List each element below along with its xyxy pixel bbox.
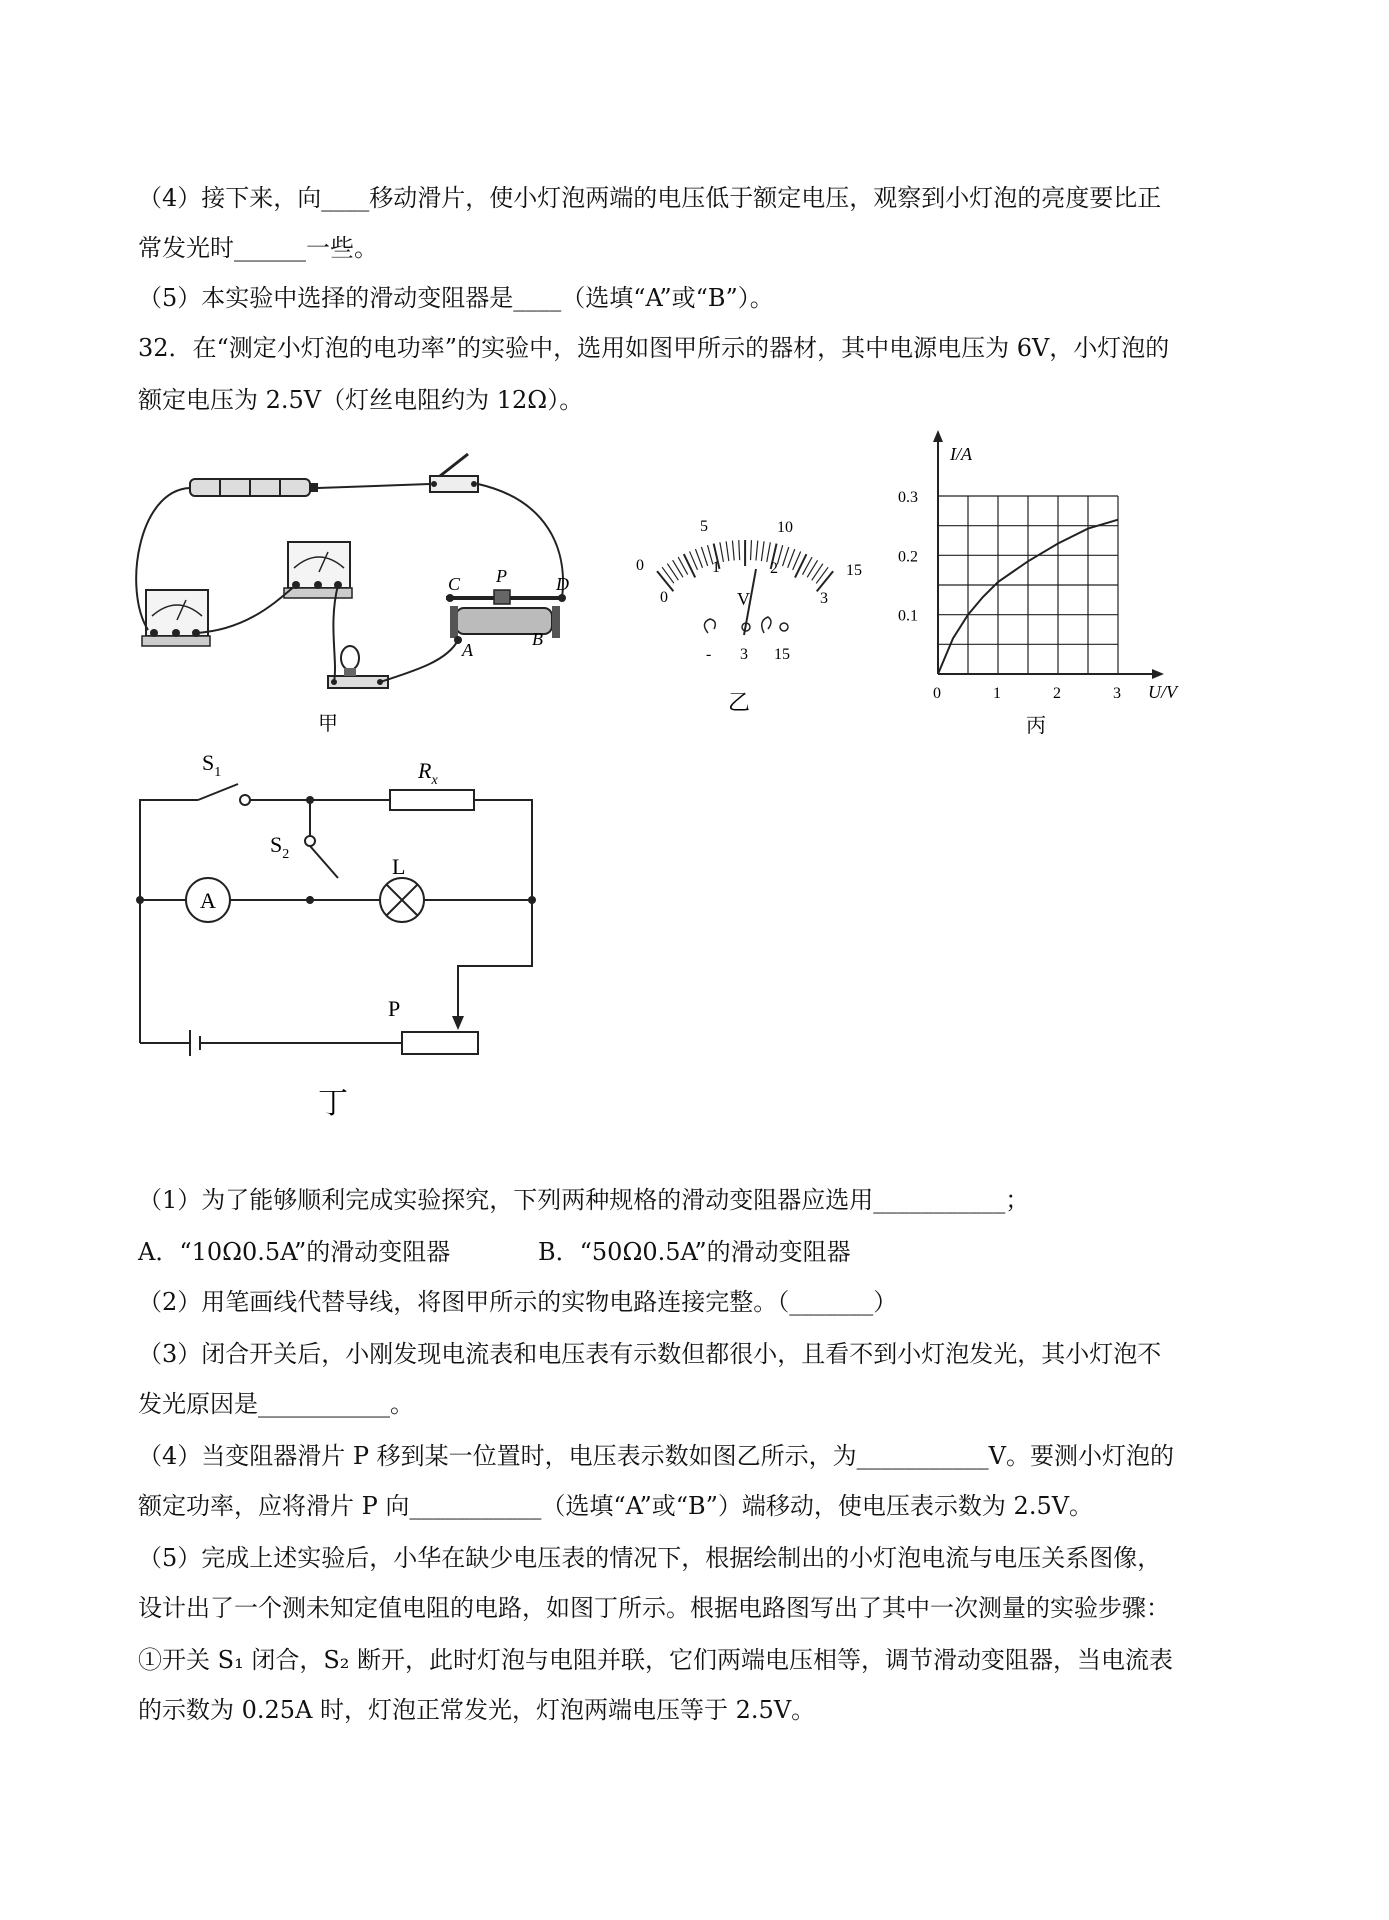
- dial-tick: [695, 549, 702, 568]
- dial-tick: [701, 547, 707, 566]
- problem-32-line-1: 32．在“测定小灯泡的电功率”的实验中，选用如图甲所示的器材，其中电源电压为 6V，小灯泡的: [138, 334, 1170, 362]
- sub3-line-2: 发光原因是___________。: [138, 1390, 414, 1418]
- dial-bottom-3: 3: [820, 590, 828, 607]
- terminal-3: 3: [740, 646, 748, 663]
- figure-jia-circuit: [128, 440, 608, 740]
- dial-tick: [720, 542, 724, 562]
- dial-ticks: [657, 540, 833, 591]
- dial-tick: [777, 545, 782, 564]
- dial-top-0: 0: [636, 557, 644, 574]
- s2-label: $S_2$: [270, 832, 290, 862]
- x-axis-arrow: [1152, 669, 1164, 679]
- battery-pack: [190, 479, 318, 496]
- dial-top-5: 5: [700, 518, 708, 535]
- bulb-device: [328, 646, 388, 688]
- ammeter-label: A: [200, 888, 216, 913]
- rheostat-label-p: P: [496, 566, 507, 586]
- dial-tick: [684, 554, 695, 577]
- dial-tick: [788, 549, 795, 568]
- sub1-line: （1）为了能够顺利完成实验探究，下列两种规格的滑动变阻器应选用___________；: [138, 1186, 1030, 1214]
- rx-label: $R_x$: [418, 758, 438, 788]
- problem-32-line-2: 额定电压为 2.5V（灯丝电阻约为 12Ω）。: [138, 386, 584, 414]
- s2-contact: [305, 836, 315, 846]
- dial-tick: [732, 541, 734, 561]
- terminal-neg: -: [706, 646, 712, 663]
- q4-line-2: 常发光时______一些。: [138, 234, 378, 262]
- dial-tick: [795, 554, 806, 577]
- lamp-label: L: [392, 854, 406, 879]
- sub4-line-1: （4）当变阻器滑片 P 移到某一位置时，电压表示数如图乙所示，为___________V。要测小灯泡的: [138, 1442, 1175, 1470]
- dial-top-15: 15: [846, 562, 862, 579]
- sub5-line-3: ①开关 S₁ 闭合，S₂ 断开，此时灯泡与电阻并联，它们两端电压相等，调节滑动变阻器，当电流表: [138, 1646, 1174, 1674]
- sub2-line: （2）用笔画线代替导线，将图甲所示的实物电路连接完整。（_______）: [138, 1288, 898, 1316]
- option-b: B．“50Ω0.5A”的滑动变阻器: [538, 1238, 851, 1266]
- figure-bing-caption: 丙: [1026, 715, 1046, 737]
- voltmeter-device: [284, 542, 352, 598]
- y-tick-label: 0.2: [898, 548, 918, 566]
- y-axis-label: I/A: [950, 444, 972, 464]
- rheostat-label-c: C: [448, 574, 461, 594]
- x-tick-label: 1: [993, 685, 1001, 702]
- rheostat-label-b: B: [532, 629, 543, 649]
- q4-line-1: （4）接下来，向____移动滑片，使小灯泡两端的电压低于额定电压，观察到小灯泡的亮度要比正: [138, 184, 1162, 212]
- s1-label: $S_1$: [202, 750, 222, 780]
- y-tick-label: 0.1: [898, 607, 918, 625]
- ammeter-device: [142, 590, 210, 646]
- q5-line: （5）本实验中选择的滑动变阻器是____（选填“A”或“B”）。: [138, 284, 774, 312]
- junction-top: [306, 796, 314, 804]
- junction-left: [136, 896, 144, 904]
- dial-tick: [817, 571, 833, 591]
- x-tick-label: 0: [933, 685, 941, 702]
- dial-tick: [761, 541, 764, 561]
- chart-grid: [938, 496, 1118, 674]
- sub5-line-4: 的示数为 0.25A 时，灯泡正常发光，灯泡两端电压等于 2.5V。: [138, 1696, 816, 1724]
- figure-bing-iu-chart: [880, 430, 1200, 740]
- knife-switch: [430, 454, 478, 492]
- slider-arrow: [452, 1016, 464, 1030]
- dial-tick: [751, 540, 752, 560]
- rheostat-label-d: D: [556, 574, 569, 594]
- dial-tick: [726, 541, 729, 561]
- y-tick-label: 0.3: [898, 489, 918, 506]
- dial-tick: [756, 541, 758, 561]
- sub5-line-1: （5）完成上述实验后，小华在缺少电压表的情况下，根据绘制出的小灯泡电流与电压关系图像，: [138, 1544, 1162, 1572]
- x-tick-label: 3: [1113, 685, 1121, 702]
- dial-bottom-1: 1: [712, 559, 720, 576]
- dial-unit: V: [737, 589, 750, 609]
- dial-bottom-0: 0: [660, 589, 668, 606]
- dial-tick: [739, 540, 740, 560]
- figure-ding-schematic: [120, 748, 560, 1118]
- sub3-line-1: （3）闭合开关后，小刚发现电流表和电压表有示数但都很小，且看不到小灯泡发光，其小灯泡不: [138, 1340, 1162, 1368]
- x-axis-label: U/V: [1148, 682, 1177, 702]
- figure-ding-caption: 丁: [318, 1087, 348, 1118]
- rheostat-device: [446, 590, 566, 644]
- figure-yi-caption: 乙: [728, 690, 751, 715]
- schematic-wires: [140, 784, 532, 1056]
- s1-contact: [240, 795, 250, 805]
- junction-mid: [306, 896, 314, 904]
- figure-jia-caption: 甲: [318, 713, 338, 735]
- sub4-line-2: 额定功率，应将滑片 P 向___________（选填“A”或“B”）端移动，使电压表示数为 2.5V。: [138, 1492, 1094, 1520]
- terminal-15: 15: [774, 646, 790, 663]
- figure-yi-voltmeter: [620, 505, 870, 720]
- dial-bottom-2: 2: [770, 560, 778, 577]
- x-tick-label: 2: [1053, 685, 1061, 702]
- rheostat-label-a: A: [462, 640, 473, 660]
- junction-right: [528, 896, 536, 904]
- slider-label: P: [388, 996, 401, 1021]
- option-a: A．“10Ω0.5A”的滑动变阻器: [138, 1238, 451, 1266]
- dial-tick: [783, 547, 789, 566]
- dial-top-10: 10: [777, 519, 793, 536]
- sub5-line-2: 设计出了一个测未知定值电阻的电路，如图丁所示。根据电路图写出了其中一次测量的实验步骤：: [138, 1594, 1170, 1622]
- y-axis-arrow: [933, 430, 943, 442]
